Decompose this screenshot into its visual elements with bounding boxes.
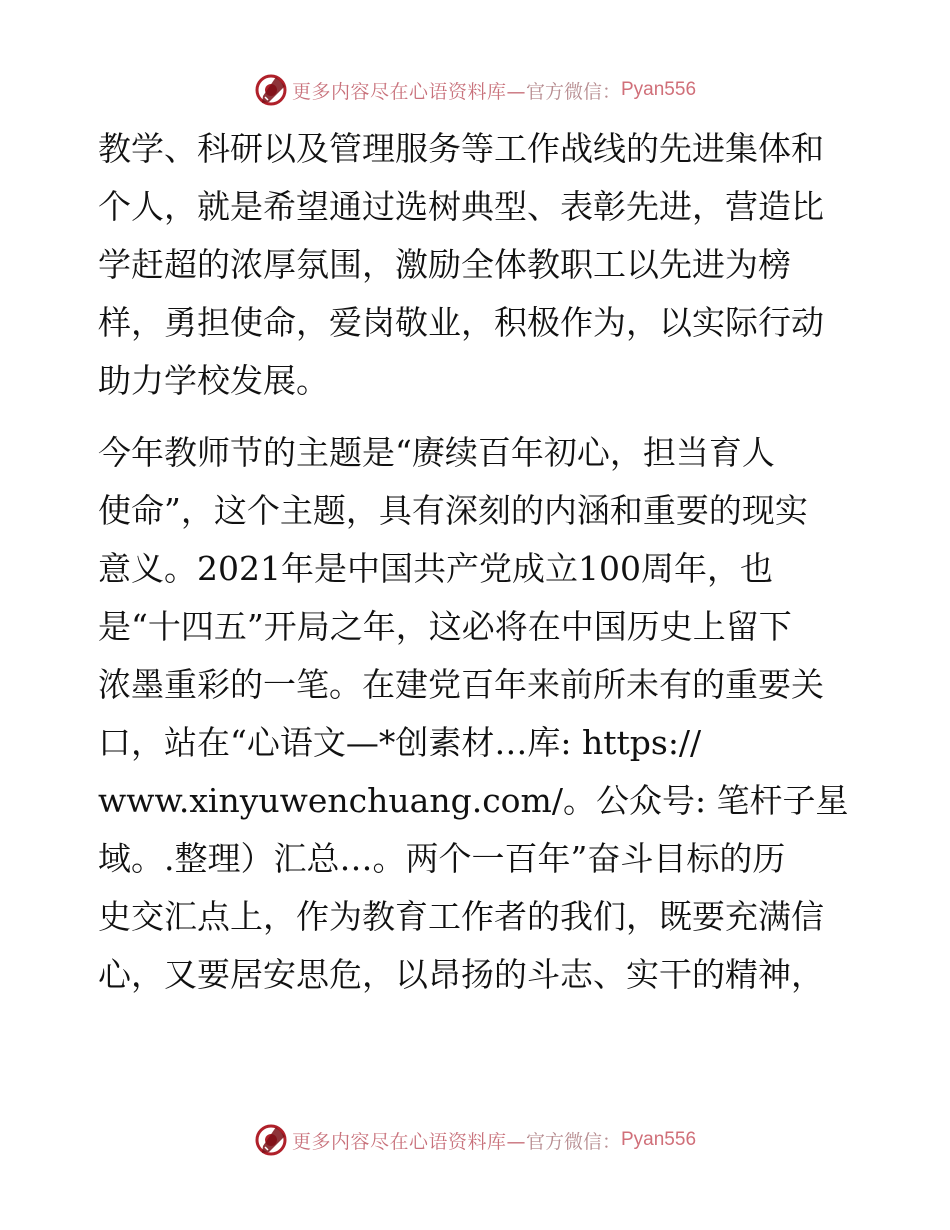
text-line: 史交汇点上，作为教育工作者的我们，既要充满信 (98, 897, 824, 936)
text-line: www.xinyuwenchuang.com/。公众号: 笔杆子星 (98, 781, 849, 820)
paragraph-1 (98, 120, 858, 410)
text-line: 个人，就是希望通过选树典型、表彰先进，营造比 (98, 187, 824, 226)
text-line: 域。.整理）汇总…。两个一百年”奋斗目标的历 (98, 839, 786, 878)
banner-wechat-label: 官方微信： (525, 1130, 621, 1153)
paragraph-2 (98, 424, 858, 1004)
text-line: 口，站在“心语文—*创素材…库: https:// (98, 723, 702, 762)
text-line: 使命”，这个主题，具有深刻的内涵和重要的现实 (98, 491, 808, 530)
banner-prefix-text: 更多内容尽在心语资料库— (291, 80, 526, 103)
pen-circle-logo-icon (254, 73, 288, 107)
text-line: 心，又要居安思危，以昂扬的斗志、实干的精神， (98, 955, 824, 994)
banner-prefix-text: 更多内容尽在心语资料库— (291, 1130, 526, 1153)
text-line: 样，勇担使命，爱岗敬业，积极作为，以实际行动 (98, 303, 824, 342)
banner-wechat-id: Pyan556 (621, 1129, 697, 1150)
paragraph-gap (98, 410, 858, 424)
pen-circle-logo-icon (254, 1123, 288, 1157)
footer-banner (0, 1120, 950, 1160)
text-line: 意义。2021年是中国共产党成立100周年，也 (98, 549, 773, 588)
text-line: 助力学校发展。 (98, 361, 329, 400)
header-banner (0, 70, 950, 110)
text-line: 学赶超的浓厚氛围，激励全体教职工以先进为榜 (98, 245, 791, 284)
banner-wechat-label: 官方微信： (525, 80, 621, 103)
text-line: 浓墨重彩的一笔。在建党百年来前所未有的重要关 (98, 665, 824, 704)
document-body (98, 120, 858, 1004)
text-line: 教学、科研以及管理服务等工作战线的先进集体和 (98, 129, 824, 168)
banner-wechat-id: Pyan556 (621, 79, 697, 100)
text-line: 今年教师节的主题是“赓续百年初心，担当育人 (98, 433, 775, 472)
text-line: 是“十四五”开局之年，这必将在中国历史上留下 (98, 607, 792, 646)
